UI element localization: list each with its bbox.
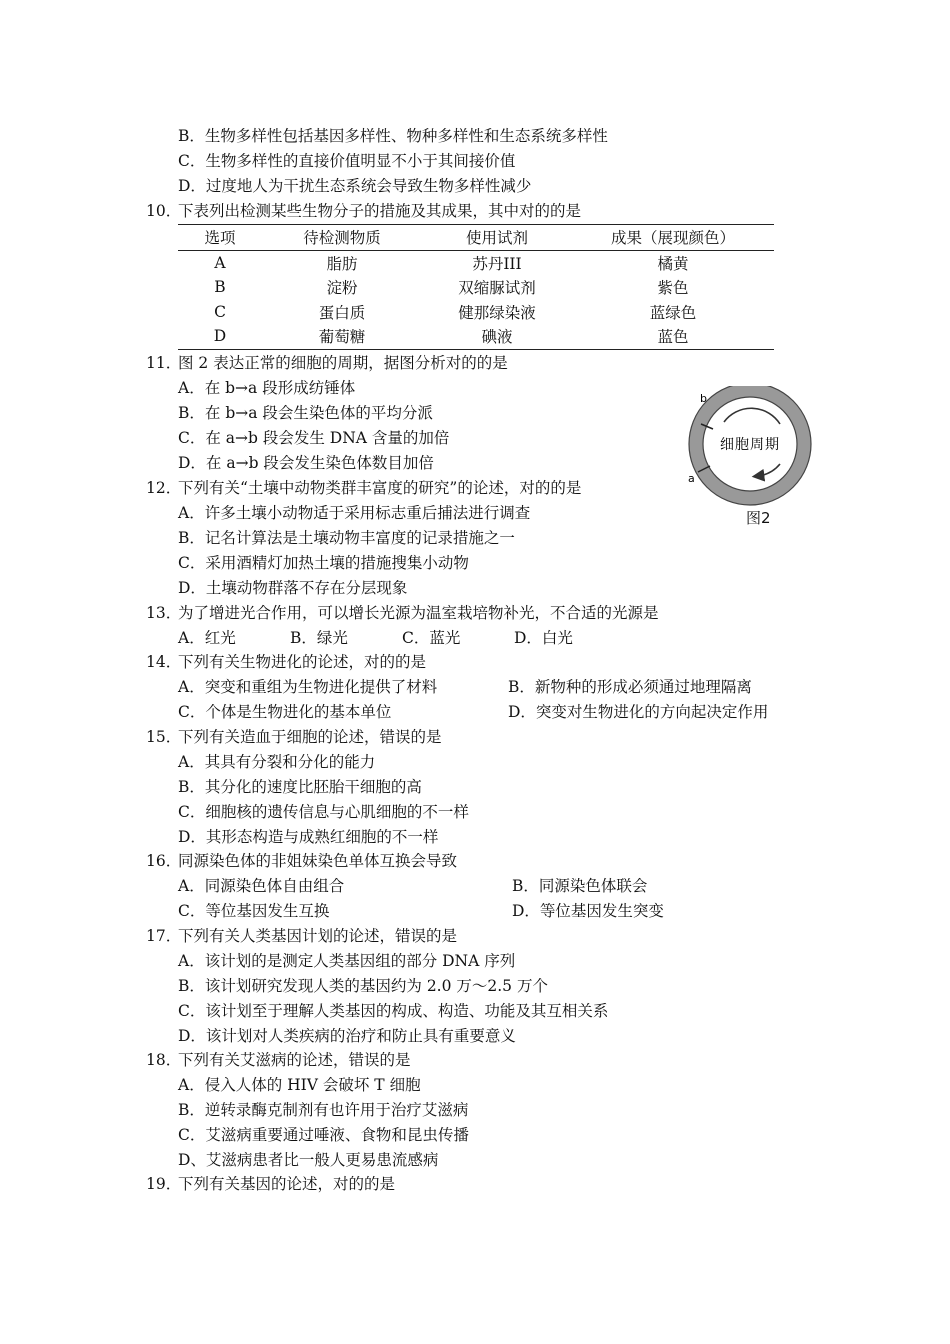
q11-option-d: D．在 a→b 段会发生染色体数目加倍 [178,454,434,472]
q16-number: 16． [146,852,182,870]
q16-option-b: B．同源染色体联会 [512,877,648,895]
q14-option-a: A．突变和重组为生物进化提供了材料 [178,678,438,696]
q13-option-c: C．蓝光 [402,629,461,647]
q19-stem: 下列有关基因的论述，对的的是 [178,1175,396,1193]
q13-stem: 为了增进光合作用，可以增长光源为温室栽培物补光，不合适的光源是 [178,604,659,622]
q14-number: 14． [146,653,182,671]
q12-stem: 下列有关“土壤中动物类群丰富度的研究”的论述，对的的是 [178,479,582,497]
q17-option-d: D．该计划对人类疾病的治疗和防止具有重要意义 [178,1027,516,1045]
q17-option-c: C．该计划至于理解人类基因的构成、构造、功能及其互相关系 [178,1002,609,1020]
q17-stem: 下列有关人类基因计划的论述，错误的是 [178,927,458,945]
table-cell: 橘黄 [657,254,689,273]
q17-number: 17． [146,927,182,945]
q11-option-a: A．在 b→a 段形成纺锤体 [178,379,356,397]
q11-option-b: B．在 b→a 段会生染色体的平均分派 [178,404,433,422]
table-row [178,300,774,325]
table-cell: 苏丹III [472,254,522,273]
q15-option-a: A．其具有分裂和分化的能力 [178,753,376,771]
q17-option-a: A．该计划的是测定人类基因组的部分 DNA 序列 [178,952,516,970]
table-cell: A [214,253,226,272]
q15-option-d: D．其形态构造与成熟红细胞的不一样 [178,828,439,846]
table-header-cell: 使用试剂 [465,229,528,248]
table-cell: D [213,327,227,346]
table-header-cell: 成果（展现颜色） [610,229,735,248]
q16-option-a: A．同源染色体自由组合 [178,877,345,895]
q18-option-c: C．艾滋病重要通过唾液、食物和昆虫传播 [178,1126,469,1144]
table-row [178,275,774,300]
table-header-row [178,225,774,251]
q10-number: 10． [146,202,182,220]
table-cell: 双缩脲试剂 [458,279,536,298]
q14-option-c: C．个体是生物进化的基本单位 [178,703,392,721]
q18-option-d: D、艾滋病患者比一般人更易患流感病 [178,1151,439,1169]
q18-option-a: A．侵入人体的 HIV 会破坏 T 细胞 [178,1076,421,1094]
table-cell: 脂肪 [326,254,358,273]
table-cell: 紫色 [657,279,689,298]
q14-option-b: B．新物种的形成必须通过地理隔离 [508,678,752,696]
q11-option-c: C．在 a→b 段会发生 DNA 含量的加倍 [178,429,450,447]
table-header-cell: 待检测物质 [303,229,381,248]
table-row [178,324,774,349]
q12-option-a: A．许多土壤小动物适于采用标志重后捕法进行调查 [178,504,531,522]
q9-option-d: D．过度地人为干扰生态系统会导致生物多样性减少 [178,177,532,195]
q18-stem: 下列有关艾滋病的论述，错误的是 [178,1051,411,1069]
q13-option-a: A．红光 [178,629,236,647]
q9-option-b: B．生物多样性包括基因多样性、物种多样性和生态系统多样性 [178,127,608,145]
q14-stem: 下列有关生物进化的论述，对的的是 [178,653,427,671]
table-cell: B [214,278,226,297]
table-cell: 蛋白质 [318,303,366,322]
q16-stem: 同源染色体的非姐妹染色单体互换会导致 [178,852,458,870]
q18-option-b: B．逆转录酶克制剂有也许用于治疗艾滋病 [178,1101,469,1119]
q10-stem: 下表列出检测某些生物分子的措施及其成果，其中对的的是 [178,202,582,220]
q12-option-c: C．采用酒精灯加热土壤的措施搜集小动物 [178,554,469,572]
table-cell: 碘液 [481,328,513,347]
table-row [178,250,774,275]
q15-stem: 下列有关造血于细胞的论述，错误的是 [178,728,442,746]
table-cell: C [214,302,226,321]
cycle-center-label: 细胞周期 [720,437,780,453]
q16-option-d: D．等位基因发生突变 [512,902,664,920]
table-cell: 淀粉 [326,279,358,298]
q11-stem: 图 2 表达正常的细胞的周期，据图分析对的的是 [178,354,508,372]
table-cell: 健那绿染液 [458,303,536,322]
q11-number: 11． [146,354,182,372]
table-header-cell: 选项 [204,229,236,248]
label-a: a [688,472,695,485]
table-cell: 蓝色 [657,328,689,347]
q16-option-c: C．等位基因发生互换 [178,902,330,920]
q19-number: 19． [146,1175,182,1193]
table-cell: 蓝绿色 [649,303,697,322]
q18-number: 18． [146,1051,182,1069]
q15-option-c: C．细胞核的遗传信息与心肌细胞的不一样 [178,803,469,821]
q13-option-b: B．绿光 [290,629,348,647]
q14-option-d: D．突变对生物进化的方向起决定作用 [508,703,769,721]
q17-option-b: B．该计划研究发现人类的基因约为 2.0 万～2.5 万个 [178,977,548,995]
q13-option-d: D．白光 [514,629,573,647]
q15-option-b: B．其分化的速度比胚胎干细胞的高 [178,778,422,796]
q10-table [178,224,774,350]
figure-caption: 图2 [746,509,771,527]
table-cell: 葡萄糖 [318,328,366,347]
q13-number: 13． [146,604,182,622]
label-b: b [700,392,707,405]
q12-option-b: B．记名计算法是土壤动物丰富度的记录措施之一 [178,529,515,547]
q12-option-d: D．土壤动物群落不存在分层现象 [178,579,408,597]
q12-number: 12． [146,479,182,497]
q15-number: 15． [146,728,182,746]
q9-option-c: C．生物多样性的直接价值明显不小于其间接价值 [178,152,516,170]
